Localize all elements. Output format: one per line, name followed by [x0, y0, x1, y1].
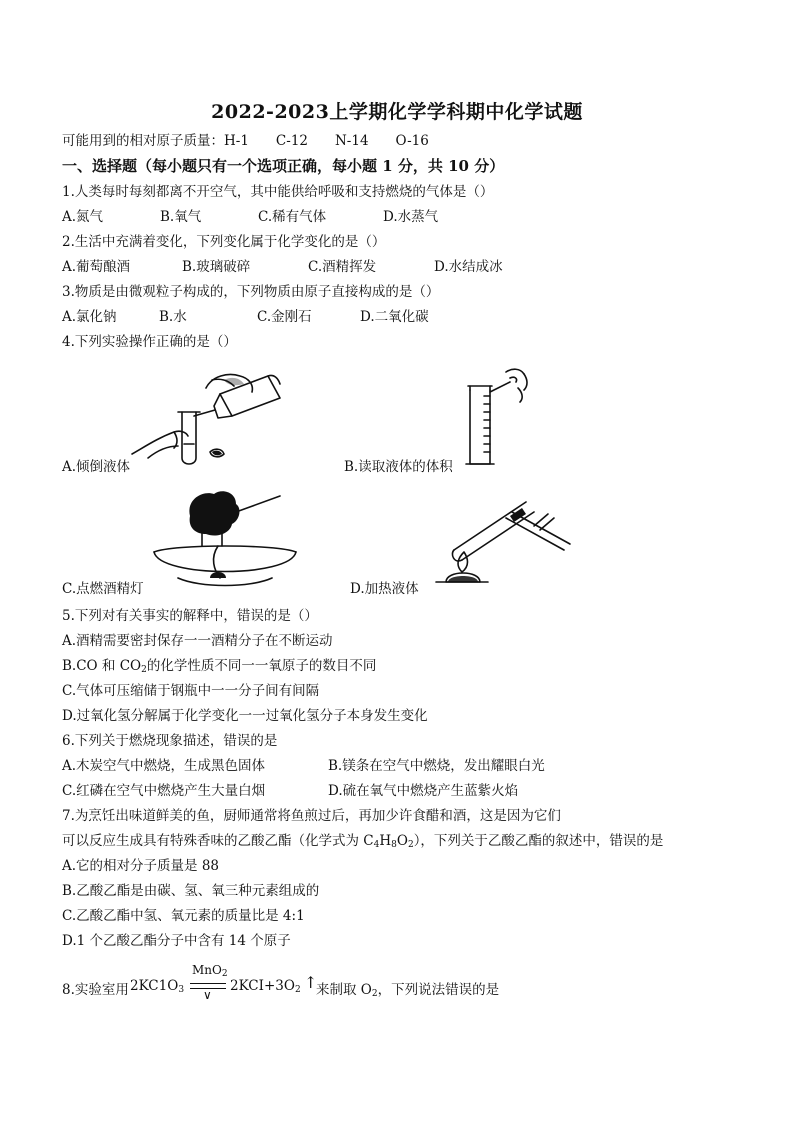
option-a: A.木炭空气中燃烧，生成黑色固体	[62, 758, 266, 774]
question-1-options	[62, 208, 438, 226]
option-c: C.金刚石	[257, 309, 312, 325]
option-d: D.硫在氧气中燃烧产生蓝紫火焰	[328, 783, 519, 799]
question-5-option-d: D.过氧化氢分解属于化学变化一一过氧化氢分子本身发生变化	[62, 708, 428, 724]
question-1-stem: 1.人类每时每刻都离不开空气，其中能供给呼吸和支持燃烧的气体是（）	[62, 184, 494, 200]
question-5-option-c: C.气体可压缩储于钢瓶中一一分子间有间隔	[62, 683, 320, 699]
section-heading: 一、选择题（每小题只有一个选项正确，每小题 1 分，共 10 分）	[62, 157, 505, 175]
figure-reading-volume	[462, 366, 542, 470]
question-7-option-a: A.它的相对分子质量是 88	[62, 858, 220, 874]
heat-condition: ∨	[203, 988, 212, 1002]
question-5-option-a: A.酒精需要密封保存一一酒精分子在不断运动	[62, 633, 333, 649]
question-3-stem: 3.物质是由微观粒子构成的，下列物质由原子直接构成的是（）	[62, 284, 440, 300]
gas-arrow-icon: ↑	[304, 973, 318, 992]
page-title: 2022-2023上学期化学学科期中化学试题	[211, 101, 583, 123]
question-7-option-d: D.1 个乙酸乙酯分子中含有 14 个原子	[62, 933, 291, 949]
option-c: C.稀有气体	[258, 209, 327, 225]
figure-pouring-liquid	[128, 366, 288, 470]
question-4-stem: 4.下列实验操作正确的是（）	[62, 334, 237, 350]
question-7-option-c: C.乙酸乙酯中氢、氧元素的质量比是 4:1	[62, 908, 305, 924]
option-b: B.氧气	[160, 209, 202, 225]
question-6-options-row1	[62, 757, 545, 775]
figure-d-label: D.加热液体	[350, 581, 419, 597]
option-c: C.红磷在空气中燃烧产生大量白烟	[62, 783, 266, 799]
option-a: A.氯化钠	[62, 309, 117, 325]
option-b: B.镁条在空气中燃烧，发出耀眼白光	[328, 758, 545, 774]
question-6-stem: 6.下列关于燃烧现象描述，错误的是	[62, 733, 278, 749]
option-d: D.水结成冰	[434, 259, 503, 275]
figure-a-label: A.倾倒液体	[62, 459, 131, 475]
question-3-options	[62, 308, 429, 326]
question-7-stem-1: 7.为烹饪出味道鲜美的鱼，厨师通常将鱼煎过后，再加少许食醋和酒，这是因为它们	[62, 808, 561, 824]
products: $2KCI+3O_2$	[230, 978, 301, 995]
question-6-options-row2	[62, 782, 518, 800]
figure-heating-liquid	[424, 486, 574, 586]
option-d: D.水蒸气	[383, 209, 439, 225]
figure-c-label: C.点燃酒精灯	[62, 581, 144, 597]
figure-b-label: B.读取液体的体积	[344, 459, 453, 475]
option-c: C.酒精挥发	[308, 259, 377, 275]
question-7-option-b: B.乙酸乙酯是由碳、氢、氧三种元素组成的	[62, 883, 320, 899]
option-a: A.葡萄酿酒	[62, 259, 131, 275]
question-5-option-b: B.CO 和 $CO_2$的化学性质不同一一氧原子的数目不同	[62, 658, 377, 675]
option-b: B.水	[159, 309, 187, 325]
atomic-masses: 可能用到的相对原子质量：H-1 C-12 N-14 O-16	[62, 133, 429, 149]
question-5-stem: 5.下列对有关事实的解释中，错误的是（）	[62, 608, 318, 624]
reactant: $2KC1O_3$	[130, 978, 185, 995]
figure-alcohol-lamp	[150, 486, 300, 592]
option-a: A.氮气	[62, 209, 104, 225]
option-d: D.二氧化碳	[360, 309, 429, 325]
option-b: B.玻璃破碎	[182, 259, 251, 275]
exam-page: 2022-2023上学期化学学科期中化学试题 可能用到的相对原子质量：H-1 C-12 N-14 O-16 一、选择题（每小题只有一个选项正确，每小题 1 分，共 10 分） 1.人类每时每刻都离不开空气，其中能供给呼吸和支持燃烧的气体是（） A.氮气 B.氧气 C.稀有气体 D.水蒸气 2.生活中充满着变化，下列变化属于化学变化的是（） A.葡萄酿酒 B.玻璃破碎 C.酒精挥发 D.水结成冰 3.物质是由微观粒子构成的，下列物质由原子直接构成的是（） A.氯化钠 B.水 C.金刚石 D.二氧化碳 4.下列实验操作正确的是（） A.倾倒液体 B.读取液体的体积 C.点燃酒精灯 D.加热液体 5.下列对有关事实的解释中，错误的是（） A.酒精需要密封保存一一酒精分子在不断运动 B.CO 和 $CO_2$的化学性质不同一一氧原子的数目不同 C.气体可压缩储于钢瓶中一一分子间有间隔 D.过氧化氢分解属于化学变化一一过氧化氢分子本身发生变化 6.下列关于燃烧现象描述，错误的是 A.木炭空气中燃烧，生成黑色固体 B.镁条在空气中燃烧，发出耀眼白光 C.红磷在空气中燃烧产生大量白烟 D.硫在氧气中燃烧产生蓝紫火焰 7.为烹饪出味道鲜美的鱼，厨师通常将鱼煎过后，再加少许食醋和酒，这是因为它们 可以反应生成具有特殊香味的乙酸乙酯（化学式为 $C_4H_8O_2$），下列关于乙酸乙酯的叙述中，错误的是 A.它的相对分子质量是 88 B.乙酸乙酯是由碳、氢、氧三种元素组成的 C.乙酸乙酯中氢、氧元素的质量比是 4:1 D.1 个乙酸乙酯分子中含有 14 个原子 8.实验室用 $2KC1O_3$ MnO$_2$ ∨ $2KCI+3O_2$ ↑ 来制取 $O_2$，下列说法错误的是	[0, 0, 794, 1123]
question-7-stem-2: 可以反应生成具有特殊香味的乙酸乙酯（化学式为 $C_4H_8O_2$），下列关于乙酸乙酯的叙述中，错误的是	[62, 833, 664, 850]
question-2-stem: 2.生活中充满着变化，下列变化属于化学变化的是（）	[62, 234, 386, 250]
catalyst: MnO$_2$	[192, 963, 228, 979]
question-2-options	[62, 258, 503, 276]
